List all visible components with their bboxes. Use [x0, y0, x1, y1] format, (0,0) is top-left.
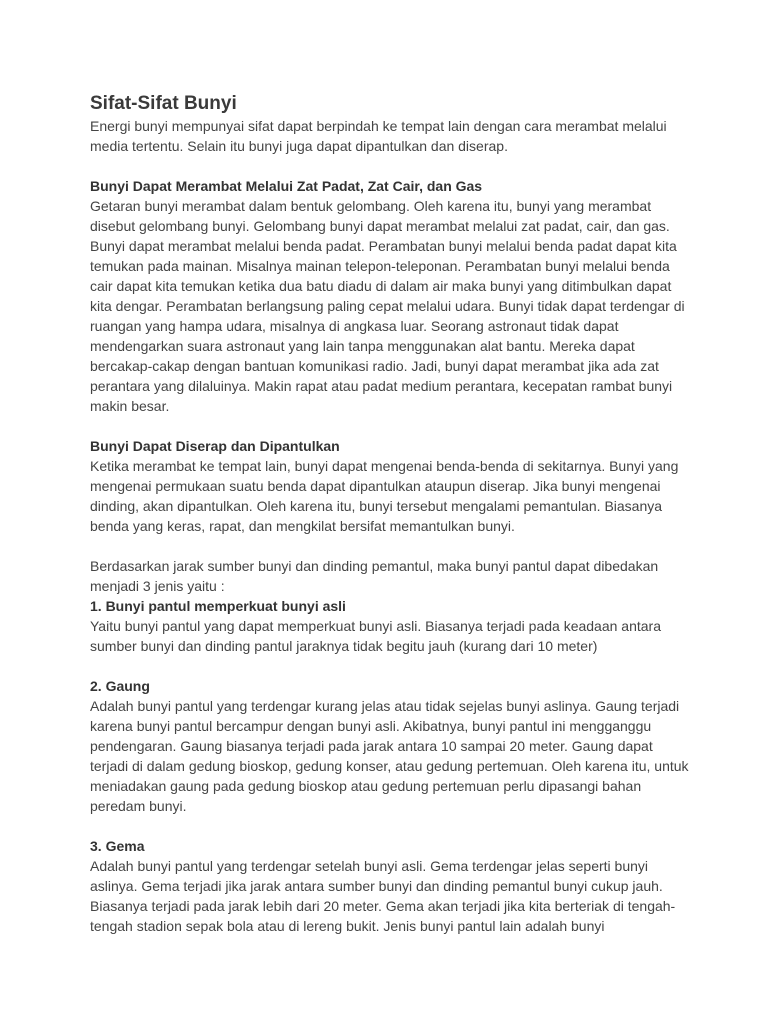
- section-body-gaung: Adalah bunyi pantul yang terdengar kurang jelas atau tidak sejelas bunyi aslinya. Gaung terjadi karena bunyi pantul bercampur dengan bunyi asli. Akibatnya, bunyi pantul ini mengganggu pendengaran. Gaung biasanya terjadi pada jarak antara 10 sampai 20 meter. Gaung dapat terjadi di dalam gedung bioskop, gedung konser, atau gedung pertemuan. Oleh karena itu, untuk meniadakan gaung pada gedung bioskop atau gedung pertemuan perlu dipasangi bahan peredam bunyi.: [90, 698, 689, 814]
- spacer: [90, 536, 690, 556]
- section-heading-merambat: Bunyi Dapat Merambat Melalui Zat Padat, Zat Cair, dan Gas: [90, 178, 483, 194]
- section-heading-memperkuat: 1. Bunyi pantul memperkuat bunyi asli: [90, 598, 346, 614]
- section-body-diserap: Ketika merambat ke tempat lain, bunyi dapat mengenai benda-benda di sekitarnya. Bunyi yang mengenai permukaan suatu benda dapat dipantulkan ataupun diserap. Jika bunyi mengenai dinding, akan dipantulkan. Oleh karena itu, bunyi tersebut mengalami pemantulan. Biasanya benda yang keras, rapat, dan mengkilat bersifat memantulkan bunyi.: [90, 458, 679, 534]
- spacer: [90, 656, 690, 676]
- section-heading-gaung: 2. Gaung: [90, 678, 150, 694]
- spacer: [90, 816, 690, 836]
- section-body-memperkuat: Yaitu bunyi pantul yang dapat memperkuat bunyi asli. Biasanya terjadi pada keadaan antara sumber bunyi dan dinding pantul jaraknya tidak begitu jauh (kurang dari 10 meter): [90, 618, 662, 654]
- spacer: [90, 156, 690, 176]
- document-title: Sifat-Sifat Bunyi: [90, 93, 237, 114]
- jenis-intro-paragraph: Berdasarkan jarak sumber bunyi dan dinding pemantul, maka bunyi pantul dapat dibedakan menjadi 3 jenis yaitu :: [90, 558, 659, 594]
- spacer: [90, 416, 690, 436]
- section-heading-gema: 3. Gema: [90, 838, 145, 854]
- section-body-gema: Adalah bunyi pantul yang terdengar setelah bunyi asli. Gema terdengar jelas seperti bunyi aslinya. Gema terjadi jika jarak antara sumber bunyi dan dinding pemantul bunyi cukup jauh. Biasanya terjadi pada jarak lebih dari 20 meter. Gema akan terjadi jika kita berteriak di tengah-tengah stadion sepak bola atau di lereng bukit. Jenis bunyi pantul lain adalah bunyi: [90, 858, 676, 934]
- document-page: [90, 92, 690, 936]
- section-body-merambat: Getaran bunyi merambat dalam bentuk gelombang. Oleh karena itu, bunyi yang merambat disebut gelombang bunyi. Gelombang bunyi dapat merambat melalui zat padat, cair, dan gas. Bunyi dapat merambat melalui benda padat. Perambatan bunyi melalui benda padat dapat kita temukan pada mainan. Misalnya mainan telepon-teleponan. Perambatan bunyi melalui benda cair dapat kita temukan ketika dua batu diadu di dalam air maka bunyi yang ditimbulkan dapat kita dengar. Perambatan berlangsung paling cepat melalui udara. Bunyi tidak dapat terdengar di ruangan yang hampa udara, misalnya di angkasa luar. Seorang astronaut tidak dapat mendengarkan suara astronaut yang lain tanpa menggunakan alat bantu. Mereka dapat bercakap-cakap dengan bantuan komunikasi radio. Jadi, bunyi dapat merambat jika ada zat perantara yang dilaluinya. Makin rapat atau padat medium perantara, kecepatan rambat bunyi makin besar.: [90, 198, 685, 414]
- section-heading-diserap: Bunyi Dapat Diserap dan Dipantulkan: [90, 438, 340, 454]
- intro-paragraph: Energi bunyi mempunyai sifat dapat berpindah ke tempat lain dengan cara merambat melalui media tertentu. Selain itu bunyi juga dapat dipantulkan dan diserap.: [90, 118, 667, 154]
